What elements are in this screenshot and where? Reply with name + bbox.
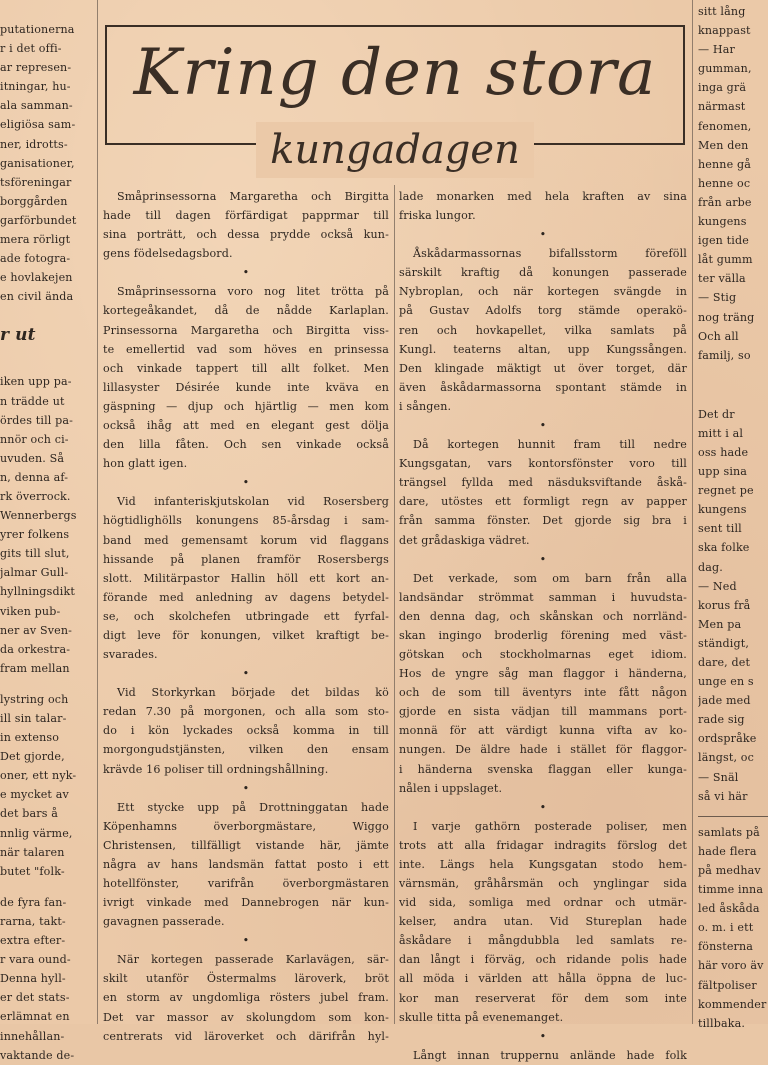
text-line: timme inna	[698, 883, 764, 897]
spacer	[0, 881, 94, 893]
headline-subtitle-wrap	[105, 122, 685, 182]
text-line: borggården	[0, 194, 68, 208]
text-line: ren och hovkapellet, vilka samlats på	[399, 323, 687, 337]
text-line: morgongudstjänsten, vilken den ensam	[103, 743, 389, 757]
text-line: tsföreningar	[0, 175, 72, 189]
text-line: vid sida, somliga med ordnar och utmär-	[399, 896, 687, 910]
text-line: svarades.	[103, 648, 158, 662]
text-line: det bars å	[0, 807, 59, 821]
text-line: Vid infanteriskjutskolan vid Rosersberg	[117, 495, 389, 509]
paragraph-ornament: •	[242, 266, 250, 280]
text-line: ner, idrotts-	[0, 137, 68, 151]
headline-subtitle: kungadagen	[256, 122, 534, 178]
section-heading: r ut	[0, 325, 36, 346]
text-line: Prinsessorna Margaretha och Birgitta viss-	[103, 323, 389, 337]
text-line: r i det offi-	[0, 42, 62, 56]
column-rule	[394, 185, 395, 1024]
text-line: o. m. i ett	[698, 921, 754, 935]
text-line: kor man reserverat för dem som inte	[399, 991, 687, 1005]
text-line: från arbe	[698, 195, 752, 209]
text-line: oner, ett nyk-	[0, 769, 77, 783]
text-line: Nybroplan, och när kortegen svängde in	[399, 285, 687, 299]
text-line: på Gustav Adolfs torg stämde operakö-	[399, 304, 687, 318]
paragraph-ornament: •	[539, 800, 547, 814]
text-line: in extenso	[0, 731, 60, 745]
text-line: itningar, hu-	[0, 80, 71, 94]
column-rule	[97, 0, 98, 1024]
text-line: jalmar Gull-	[0, 566, 69, 580]
text-line: nnör och ci-	[0, 432, 69, 446]
paragraph-ornament: •	[242, 934, 250, 948]
text-line: innehållan-	[0, 1029, 65, 1043]
text-line: kungens	[698, 215, 747, 229]
text-line: n, denna af-	[0, 470, 69, 484]
text-line: värnsmän, gråhårsmän och ynglingar sida	[399, 877, 687, 890]
text-line: knappast	[698, 24, 751, 38]
text-line: högtidlighölls konungens 85-årsdag i sam-	[103, 514, 389, 528]
paragraph-ornament: •	[539, 419, 547, 433]
text-line: gumman,	[698, 62, 752, 76]
text-line: från samma fönster. Det gjorde sig bra i	[399, 514, 687, 528]
text-line: skan ingingo broderlig förening med väst-	[399, 628, 687, 642]
article-column-right	[399, 187, 687, 1065]
text-line: Köpenhamns överborgmästare, Wiggo	[103, 819, 389, 833]
text-line: inte. Längs hela Kungsgatan stodo hem-	[399, 857, 687, 871]
text-line: och vinkade tappert till allt folket. Men	[103, 361, 389, 375]
text-line: gavagnen passerade.	[103, 915, 225, 929]
text-line: det grådaskiga vädret.	[399, 533, 530, 547]
text-line: ganisationer,	[0, 156, 75, 170]
text-line: ivrigt vinkade med Dannebrogen när kun-	[103, 896, 389, 910]
text-line: ständigt,	[698, 636, 749, 650]
text-line: — Har	[698, 43, 735, 57]
text-line: rarna, takt-	[0, 914, 66, 928]
text-line: Det verkade, som om barn från alla	[413, 571, 687, 585]
text-line: fenomen,	[698, 119, 752, 133]
text-line: Ett stycke upp på Drottninggatan hade	[117, 800, 389, 814]
text-line: Det dr	[698, 407, 735, 421]
text-line: Denna hyll-	[0, 972, 66, 986]
text-line: inga grä	[698, 81, 747, 95]
text-line: och de som till äventyrs inte fått någon	[399, 686, 687, 700]
text-line: längst, oc	[698, 751, 755, 765]
text-line: fram mellan	[0, 661, 70, 675]
text-line: vaktande de-	[0, 1048, 75, 1062]
paragraph-ornament: •	[539, 1029, 547, 1043]
text-line: redan 7.30 på morgonen, och alla som sto-	[103, 705, 389, 719]
paragraph-ornament: •	[242, 781, 250, 795]
text-line: Men den	[698, 138, 749, 152]
text-line: dare, det	[698, 656, 751, 669]
text-line: också ihåg att med en elegant gest dölja	[103, 419, 389, 433]
text-line: skilt utanför Östermalms läroverk, bröt	[103, 972, 389, 986]
text-line: några av hans landsmän fattat posto i ett	[103, 857, 389, 871]
text-line: nnlig värme,	[0, 826, 73, 840]
text-line: lade monarken med hela kraften av sina	[399, 190, 687, 203]
text-line: gits till slut,	[0, 547, 70, 561]
spacer	[698, 365, 768, 405]
text-line: henne gå	[698, 157, 752, 171]
text-line: hissande på planen framför Rosersbergs	[103, 552, 389, 566]
text-line: upp sina	[698, 465, 748, 479]
text-line: Den klingade mäktigt ut över torget, där	[399, 361, 687, 375]
text-line: i sången.	[399, 399, 452, 413]
text-line: ska folke	[698, 541, 750, 555]
text-line: trängsel fyllda med näsduksviftande åskå-	[399, 476, 687, 490]
text-line: familj, so	[698, 348, 751, 362]
section-rule	[698, 816, 768, 817]
text-line: led åskåda	[698, 902, 760, 916]
text-line: hade flera	[698, 844, 757, 858]
text-line: hon glatt igen.	[103, 457, 188, 471]
spacer	[0, 306, 94, 322]
text-line: Det gjorde,	[0, 750, 65, 764]
text-line: viken pub-	[0, 604, 61, 618]
text-line: här voro äv	[698, 959, 764, 973]
text-line: låt gumm	[698, 253, 753, 267]
text-line: Hos de yngre såg man flaggor i händerna,	[399, 667, 687, 681]
text-line: trots att alla fridagar indragits förslog det	[399, 838, 687, 852]
text-line: butet "folk-	[0, 864, 65, 878]
text-line: se, och skolchefen utbringade ett fyrfal-	[103, 609, 389, 623]
text-line: sina porträtt, och dessa prydde också kun-	[103, 228, 389, 242]
text-line: ördes till pa-	[0, 413, 74, 427]
paragraph-ornament: •	[242, 667, 250, 681]
text-line: centrerats vid läroverket och därifrån hyl-	[103, 1029, 389, 1043]
left-column	[0, 20, 94, 1065]
text-line: da orkestra-	[0, 642, 71, 656]
text-line: dan långt i förväg, och ridande polis hade	[399, 953, 687, 967]
text-line: iken upp pa-	[0, 375, 72, 389]
text-line: rade sig	[698, 713, 745, 727]
text-line: igen tide	[698, 234, 749, 248]
text-line: så vi här	[698, 789, 748, 803]
paragraph-ornament: •	[539, 228, 547, 242]
text-line: ter välla	[698, 272, 746, 286]
text-line: Småprinsessorna Margaretha och Birgitta	[117, 190, 389, 203]
text-line: oss hade	[698, 445, 749, 459]
text-line: Då kortegen hunnit fram till nedre	[413, 438, 687, 452]
text-line: ill sin talar-	[0, 712, 67, 725]
text-line: gjorde en sista vädjan till mammans port-	[399, 705, 687, 719]
text-line: regnet pe	[698, 484, 754, 498]
text-line: — Ned	[698, 579, 737, 593]
text-line: hyllningsdikt	[0, 585, 75, 599]
text-line: samlats på	[698, 825, 760, 839]
text-line: lillasyster Désirée kunde inte kväva en	[103, 380, 389, 394]
text-line: gens födelsedagsbord.	[103, 247, 233, 261]
text-line: i händerna svenska flaggan eller kunga-	[399, 762, 687, 776]
headline-title: Kring den stora	[133, 36, 657, 110]
text-line: Långt innan truppernu anlände hade folk	[413, 1048, 687, 1062]
text-line: — Snäl	[698, 770, 739, 784]
text-line: band med gemensamt korum vid flaggans	[103, 533, 389, 547]
text-line: Men pa	[698, 617, 742, 631]
text-line: på medhav	[698, 863, 761, 877]
text-line: ar represen-	[0, 61, 72, 75]
text-line: Christensen, tillfälligt vistande här, jämte	[103, 838, 389, 852]
text-line: skulle titta på evenemanget.	[399, 1010, 564, 1024]
text-line: erlämnat en	[0, 1010, 70, 1024]
text-line: jade med	[698, 694, 751, 708]
text-line: sitt lång	[698, 5, 746, 18]
text-line: nungen. De äldre hade i stället för flaggor-	[399, 743, 687, 757]
text-line: monnä för att värdigt kunna vifta av ko-	[399, 724, 687, 738]
text-line: Och all	[698, 329, 739, 343]
text-line: uvuden. Så	[0, 451, 65, 465]
column-rule	[692, 0, 693, 1024]
text-line: tillbaka.	[698, 1016, 746, 1030]
text-line: ade fotogra-	[0, 252, 71, 266]
text-line: te emellertid vad som höves en prinsessa	[103, 342, 389, 356]
text-line: hotellfönster, varifrån överborgmästaren	[103, 877, 389, 890]
text-line: dare, utöstes ett formligt regn av papper	[399, 495, 687, 509]
text-line: nålen i uppslaget.	[399, 781, 503, 795]
text-line: eligiösa sam-	[0, 118, 76, 132]
text-line: kungens	[698, 503, 747, 517]
text-line: när talaren	[0, 845, 65, 859]
text-line: putationerna	[0, 23, 75, 36]
text-line: nog träng	[698, 310, 755, 324]
text-line: yrer folkens	[0, 528, 70, 542]
text-line: I varje gathörn posterade poliser, men	[413, 819, 687, 833]
text-line: fönsterna	[698, 940, 754, 954]
text-line: kortegeåkandet, då de nådde Karlaplan.	[103, 304, 389, 318]
text-line: ala samman-	[0, 99, 73, 113]
text-line: n trädde ut	[0, 394, 65, 408]
text-line: — Stig	[698, 291, 737, 305]
text-line: hade till dagen förfärdigat papprmar till	[103, 209, 389, 223]
text-line: dag.	[698, 560, 723, 574]
text-line: kelser, andra utan. Vid Stureplan hade	[399, 915, 687, 929]
text-line: korus frå	[698, 598, 751, 612]
text-line: friska lungor.	[399, 209, 476, 223]
text-line: slott. Militärpastor Hallin höll ett kort an-	[103, 571, 389, 585]
text-line: kommender	[698, 997, 767, 1011]
paragraph-ornament: •	[539, 552, 547, 566]
text-line: den lilla fåten. Och sen vinkade också	[103, 438, 389, 452]
text-line: rk överrock.	[0, 489, 71, 503]
text-line: e hovlakejen	[0, 271, 73, 285]
text-line: ordspråke	[698, 732, 757, 746]
text-line: lystring och	[0, 692, 69, 706]
article-column-left	[103, 187, 389, 1046]
text-line: henne oc	[698, 176, 751, 190]
text-line: Vid Storkyrkan började det bildas kö	[117, 686, 389, 700]
text-line: Småprinsessorna voro nog litet trötta på	[117, 285, 389, 299]
text-line: extra efter-	[0, 934, 66, 948]
text-line: närmast	[698, 100, 746, 114]
text-line: ner av Sven-	[0, 623, 73, 637]
text-line: Det var massor av skolungdom som kon-	[103, 1010, 389, 1024]
text-line: fältpoliser	[698, 978, 757, 992]
right-column	[698, 2, 768, 1033]
text-line: När kortegen passerade Karlavägen, sär-	[117, 953, 389, 967]
text-line: en civil ända	[0, 290, 74, 304]
text-line: särskilt kraftig då konungen passerade	[399, 266, 687, 280]
text-line: landsändar strömmat samman i huvudsta-	[399, 590, 687, 604]
text-line: förande med anledning av dagens betydel-	[103, 590, 389, 604]
text-line: r vara ound-	[0, 953, 71, 967]
text-line: gäspning — djup och hjärtlig — men kom	[103, 399, 389, 413]
text-line: do i kön lyckades också komma in till	[103, 724, 389, 738]
text-line: sent till	[698, 522, 742, 536]
text-line: den denna dag, och skånskan och norrländ-	[399, 609, 687, 623]
text-line: digt leve för konungen, vilket kraftigt be-	[103, 628, 389, 642]
text-line: e mycket av	[0, 788, 69, 802]
text-line: Åskådarmassornas bifallsstorm föreföll	[413, 247, 687, 261]
paragraph-ornament: •	[242, 476, 250, 490]
text-line: mera rörligt	[0, 233, 71, 247]
text-line: krävde 16 poliser till ordningshållning.	[103, 762, 329, 776]
text-line: götskan och stockholmarnas eget idiom.	[399, 647, 687, 661]
text-line: en storm av ungdomliga rösters jubel fram.	[103, 991, 389, 1005]
text-line: Kungl. teaterns altan, upp Kungssången.	[399, 342, 687, 356]
text-line: de fyra fan-	[0, 895, 67, 909]
spacer	[0, 678, 94, 690]
text-line: garförbundet	[0, 213, 77, 227]
text-line: Wennerbergs	[0, 509, 77, 523]
text-line: all möda i världen att hålla öppna de luc-	[399, 972, 687, 986]
text-line: Kungsgatan, vars kontorsfönster voro till	[399, 457, 687, 471]
text-line: er det stats-	[0, 991, 70, 1005]
text-line: även åskådarmassorna spontant stämde in	[399, 380, 687, 394]
spacer	[0, 348, 94, 372]
text-line: unge en s	[698, 675, 754, 689]
text-line: åskådare i mångdubbla led samlats re-	[399, 934, 687, 948]
text-line: mitt i al	[698, 426, 744, 440]
